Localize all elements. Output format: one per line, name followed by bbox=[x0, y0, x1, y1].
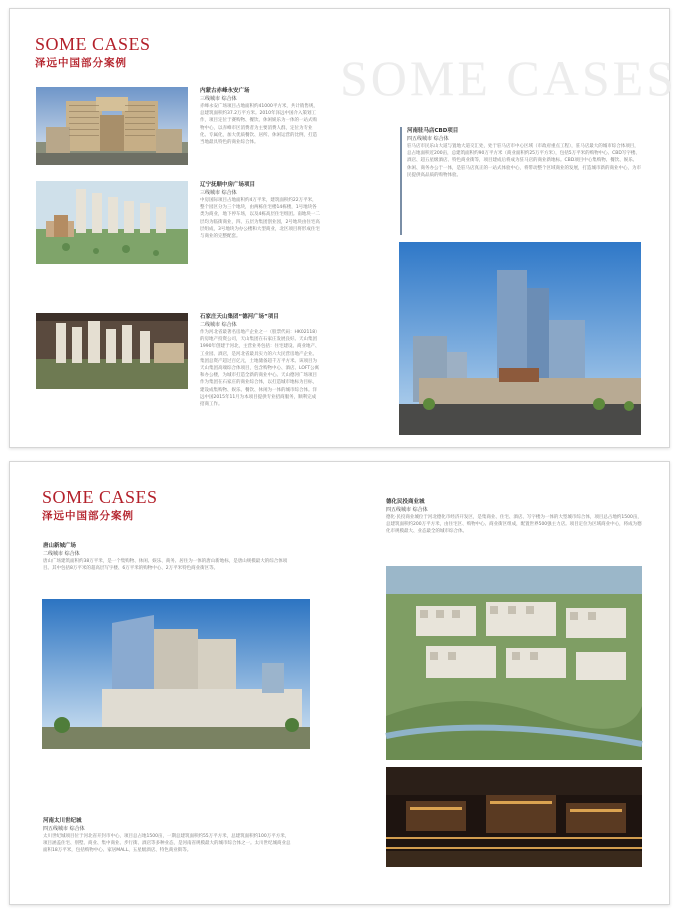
chifeng-building-photo bbox=[36, 87, 188, 165]
case-fushun-sub: 三线城市 综合体 bbox=[200, 190, 237, 196]
case-chifeng-name: 内蒙古赤峰永安广场 bbox=[200, 88, 250, 94]
header-cn: 泽远中国部分案例 bbox=[35, 57, 127, 69]
case-shijiazhuang bbox=[200, 313, 320, 408]
case-dehua-name: 德化民投商业城 bbox=[386, 499, 425, 505]
zhumadian-cbd-photo bbox=[399, 242, 641, 435]
case-shijiazhuang-body: 作为河北省最著名房地产企业之一（股票代码：HK02118）的房地产投资公司，天山集团在石家庄发展良好。天山集团1990年创建于河北，主营业务包括：住宅建设、商业地产、工业园、酒店，是河北省最具实力的六大民营房地产企业。集团总资产超过百亿元，土地储备超千万平方米。该项目为天山集团高端综合体项目，包含购物中心、酒店、LOFT公寓和办公楼，为城市打造全新的商业中心。天山德河广场项目作为集团在石家庄的商业综合体，以打造城市地标为目标，建设成集购物、娱乐、餐饮、休闲为一体的城市综合体。洋远中国2015年11月为本项目提供专业招商服务，顺利完成招商工作。 bbox=[200, 330, 320, 408]
case-taichuan bbox=[43, 817, 293, 897]
case-shijiazhuang-name: 石家庄天山集团“德河广场”项目 bbox=[200, 314, 279, 320]
case-dehua bbox=[386, 498, 642, 560]
page2-header bbox=[42, 488, 158, 523]
case-fushun-body: 中房国际项目占地面积约4万平米，建筑面积约22万平米，整个园区分为三个地块，由两栋住宅楼14栋楼，1号地块各类为商业，地下停车场，以及4栋高层住宅组团。南地块一二层均为临街商业，四、五层为集团创业园，2号地块由住宅高层组成，3号地块为办公楼和大型商业，北区项目将形成住宅与商业的完整配套。 bbox=[200, 198, 320, 240]
brochure-page-1 bbox=[9, 8, 678, 448]
case-zhumadian bbox=[407, 127, 641, 235]
case-zhumadian-body: 驻马店市民乐山大道与置地大道交汇处，处于驻马店市中心区域（市政府重点工程），驻马店最大的城市综合体项目，总占地面积近200亩，总建筑面积约90万平方米（商业面积约25万平方米），包括5万平米的购物中心、CBD写字楼、酒店、超五星级酒店、特色商业街等，项目建成后将成为驻马店的商业新地标。CBD项目中心集购物、餐饮、娱乐、休闲、商务办公于一体，是驻马店真正的一站式体验中心，将带动整个区域商业的发展，打造城市新的商业中心，为市民提供高品质的购物体验。 bbox=[407, 144, 641, 178]
case-fushun-name: 辽宁抚顺中房广场项目 bbox=[200, 182, 256, 188]
case-chifeng-sub: 三线城市 综合体 bbox=[200, 96, 237, 102]
dehua-aerial-photo bbox=[386, 566, 642, 760]
header-en: SOME CASES bbox=[35, 34, 151, 54]
header-cn: 泽远中国部分案例 bbox=[42, 510, 134, 522]
dehua-night-photo bbox=[386, 767, 642, 867]
case-chifeng bbox=[200, 87, 320, 169]
case-taichuan-sub: 四五线城市 综合体 bbox=[43, 826, 85, 832]
case-tangshan-sub: 二线城市 综合体 bbox=[43, 551, 80, 557]
case-zhumadian-name: 河南驻马店CBD项目 bbox=[407, 128, 459, 134]
case-dehua-sub: 四五线城市 综合体 bbox=[386, 507, 428, 513]
case-taichuan-body: 太川世纪城项目位于河北省开封市中心，项目总占地1500亩，一期总建筑面积约55万平方米，总建筑面积约100万平方米，项目涵盖住宅、别墅、商业、集中商业、步行街、酒店等多种业态，是河南省规模最大的城市综合体之一。太川世纪城商业总面积18万平米，包括购物中心、家居MALL、五星级酒店、特色商业街等。 bbox=[43, 834, 291, 854]
case-zhumadian-sub: 四五线城市 综合体 bbox=[407, 136, 449, 142]
case-tangshan-body: 唐山广场建筑面积约38万平米，是一个集购物、休闲、娱乐、商务、居住为一体的唐山新地标，是唐山规模最大的综合体项目。其中包括8万平米的超高层写字楼、6万平米的购物中心、2万平米特色商业街区等。 bbox=[43, 559, 288, 572]
zhumadian-accent-line bbox=[400, 127, 402, 235]
watermark-text: SOME CASES bbox=[340, 50, 678, 106]
case-chifeng-body: 赤峰永安广场项目占地面积约41000平方米，共计销售规，总建筑面积约37.2万平方米。2010年泽远中国介入策划工作，项目定位于赛购物、餐饮、休闲娱乐为一体的一站式购物中心，以赤峰市区消费者为主要消费人群，定位为专业化、专属化，加大优质餐饮、居所、休闲运营的比例，打造当地最具特色的商业综合体。 bbox=[200, 104, 318, 146]
brochure-page-2 bbox=[9, 461, 670, 905]
header-en: SOME CASES bbox=[42, 487, 158, 507]
case-dehua-body: 德化·民投商业城位于河北德化市经济开发区，是集商业、住宅、酒店、写字楼为一体的大型城市综合体，项目总占地约1500亩，总建筑面积约200万平方米，由住宅区、购物中心、商业街区组成，配置世界500强主力店。项目定位为区域商业中心，将成为德化市规模最大、业态最全的城市综合体。 bbox=[386, 515, 642, 535]
case-tangshan-name: 唐山新城广场 bbox=[43, 543, 77, 549]
page1-header bbox=[35, 35, 151, 70]
fushun-rendering-photo bbox=[36, 181, 188, 264]
tangshan-rendering-photo bbox=[42, 599, 310, 749]
case-taichuan-name: 河南太川世纪城 bbox=[43, 818, 82, 824]
case-shijiazhuang-sub: 二线城市 综合体 bbox=[200, 322, 237, 328]
case-tangshan bbox=[43, 542, 288, 600]
case-fushun bbox=[200, 181, 320, 276]
shijiazhuang-model-photo bbox=[36, 313, 188, 389]
